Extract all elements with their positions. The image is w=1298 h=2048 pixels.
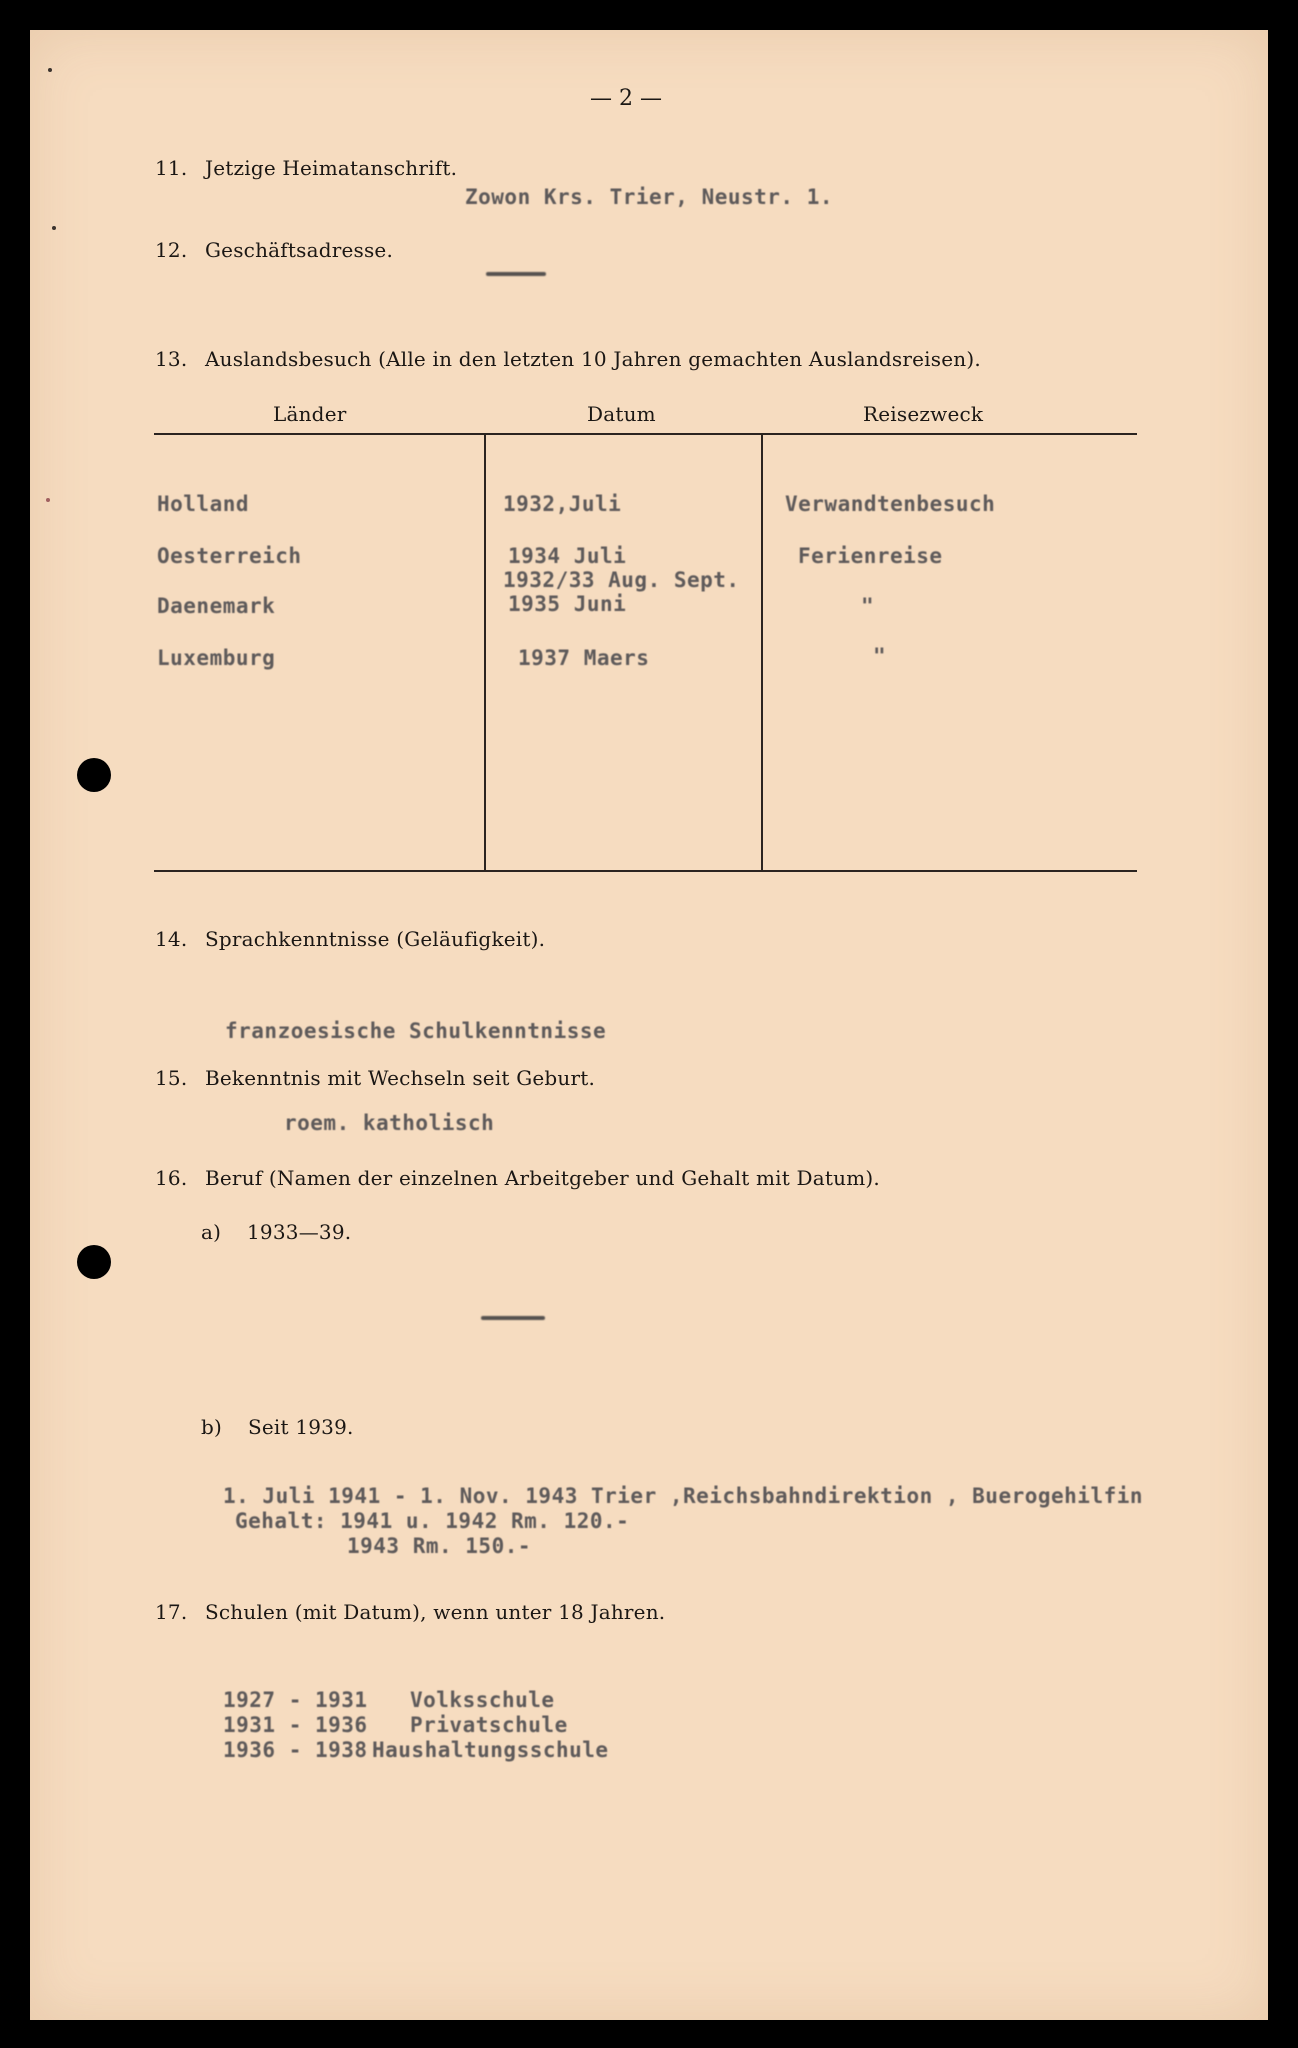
q16-a-period: 1933—39. <box>247 1220 352 1244</box>
q16-b-line: Gehalt: 1941 u. 1942 Rm. 120.- <box>235 1509 630 1533</box>
q13-header-laender: Länder <box>273 402 347 426</box>
q12-dash <box>486 272 546 276</box>
q16-b-label: b) <box>201 1415 223 1439</box>
q13-table-bottom-line <box>154 870 1137 872</box>
q17-school: Haushaltungsschule <box>372 1738 609 1762</box>
paper-speck <box>52 226 56 230</box>
q13-header-datum: Datum <box>587 402 656 426</box>
q13-row-datum: 1932/33 Aug. Sept. <box>503 568 740 592</box>
q13-row-land: Luxemburg <box>157 646 276 670</box>
q13-row-datum: 1934 Juli <box>508 544 627 568</box>
q17-school: Volksschule <box>410 1688 555 1712</box>
q11-number: 11. <box>155 156 188 180</box>
q13-row-land: Oesterreich <box>157 544 302 568</box>
q13-label: Auslandsbesuch (Alle in den letzten 10 Jahren gemachten Auslandsreisen). <box>205 347 981 371</box>
q16-label: Beruf (Namen der einzelnen Arbeitgeber und Gehalt mit Datum). <box>205 1166 880 1190</box>
page-number: — 2 — <box>590 86 662 111</box>
q17-number: 17. <box>155 1600 188 1624</box>
q12-number: 12. <box>155 238 188 262</box>
q13-row-zweck: Verwandtenbesuch <box>785 492 996 516</box>
q16-b-line: 1943 Rm. 150.- <box>347 1534 532 1558</box>
q13-row-datum: 1937 Maers <box>518 646 650 670</box>
q11-answer: Zowon Krs. Trier, Neustr. 1. <box>465 185 834 209</box>
q17-period: 1931 - 1936 <box>223 1713 368 1737</box>
document-page <box>30 30 1268 2020</box>
q16-number: 16. <box>155 1166 188 1190</box>
q13-number: 13. <box>155 347 188 371</box>
q15-number: 15. <box>155 1066 188 1090</box>
q13-header-reisezweck: Reisezweck <box>863 402 984 426</box>
q13-row-zweck: " <box>873 644 887 668</box>
q16-a-dash <box>481 1316 545 1320</box>
q13-table-divider-2 <box>761 435 763 870</box>
q13-row-zweck: Ferienreise <box>798 544 943 568</box>
q13-table-top-line <box>154 433 1137 435</box>
q17-period: 1927 - 1931 <box>223 1688 368 1712</box>
paper-speck <box>46 498 50 502</box>
q16-a-label: a) <box>201 1220 222 1244</box>
q13-table-divider-1 <box>484 435 486 870</box>
q14-number: 14. <box>155 927 188 951</box>
q11-label: Jetzige Heimatanschrift. <box>205 156 458 180</box>
punch-hole-top <box>77 758 111 792</box>
q14-label: Sprachkenntnisse (Geläufigkeit). <box>205 927 546 951</box>
q17-school: Privatschule <box>410 1713 568 1737</box>
punch-hole-bottom <box>77 1245 111 1279</box>
q15-label: Bekenntnis mit Wechseln seit Geburt. <box>205 1066 596 1090</box>
q13-row-land: Daenemark <box>157 594 276 618</box>
q17-label: Schulen (mit Datum), wenn unter 18 Jahren. <box>205 1600 666 1624</box>
q16-b-line: 1. Juli 1941 - 1. Nov. 1943 Trier ,Reichsbahndirektion , Buerogehilfin <box>223 1484 1144 1508</box>
q14-answer: franzoesische Schulkenntnisse <box>225 1019 607 1043</box>
q15-answer: roem. katholisch <box>284 1111 495 1135</box>
q12-label: Geschäftsadresse. <box>205 238 394 262</box>
q17-period: 1936 - 1938 <box>223 1738 368 1762</box>
q13-row-datum: 1932,Juli <box>503 492 622 516</box>
q13-row-land: Holland <box>157 492 250 516</box>
q13-row-zweck: " <box>861 594 875 618</box>
paper-speck <box>48 68 52 72</box>
q16-b-period: Seit 1939. <box>248 1415 354 1439</box>
q13-row-datum: 1935 Juni <box>508 592 627 616</box>
